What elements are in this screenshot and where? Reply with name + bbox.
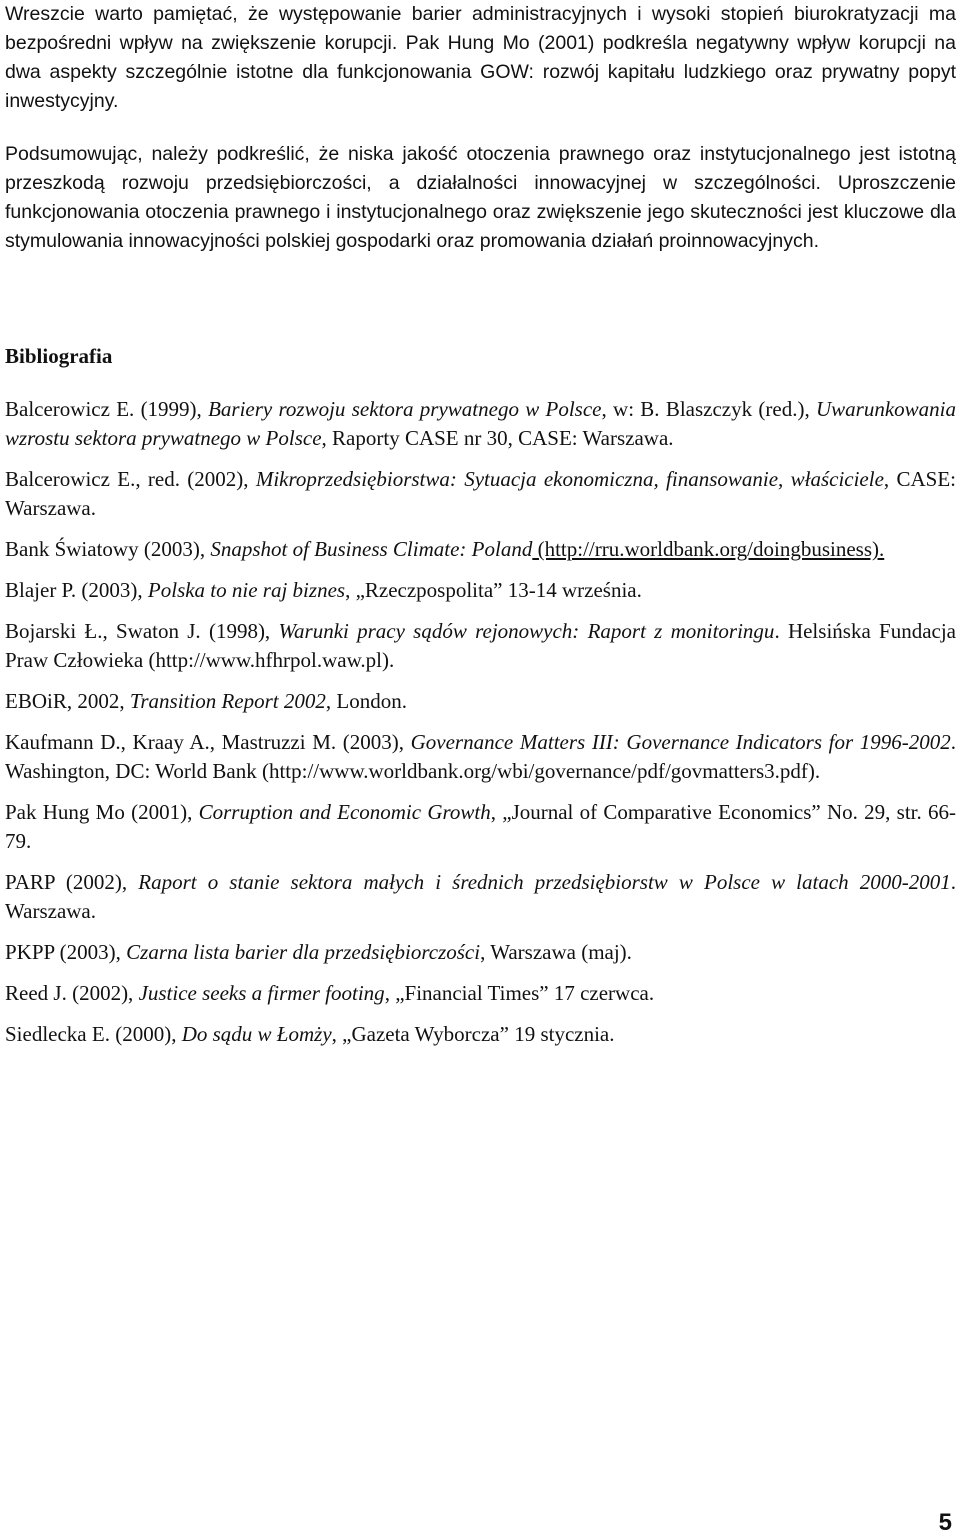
body-paragraph-2: Podsumowując, należy podkreślić, że niska jakość otoczenia prawnego oraz instytucjonalnego jest istotną przeszkodą rozwoju przedsiębiorczości, a działalności innowacyjnej w szczególności. Uproszczenie funkcjonowania otoczenia prawnego i instytucjonalnego oraz zwiększenie jego skuteczności jest kluczowe dla stymulowania innowacyjności polskiej gospodarki oraz promowania działań proinnowacyjnych.: [5, 143, 956, 252]
reference-title: Snapshot of Business Climate: Poland: [210, 537, 533, 561]
reference-item: [5, 938, 956, 967]
reference-book-title: Uwarunkowania wzrostu sektora prywatnego w Polsce: [5, 397, 957, 450]
reference-title: Mikroprzedsiębiorstwa: Sytuacja ekonomiczna, finansowanie, właściciele: [255, 467, 884, 491]
reference-author: PARP (2002),: [5, 870, 139, 894]
reference-author: Balcerowicz E., red. (2002),: [5, 467, 256, 491]
reference-title: Justice seeks a firmer footing: [138, 981, 385, 1005]
reference-item: [5, 576, 956, 605]
reference-item: [5, 798, 956, 856]
reference-item: [5, 465, 956, 523]
reference-publisher: , London.: [325, 689, 407, 713]
reference-title: Governance Matters III: Governance Indicators for 1996-2002: [410, 730, 951, 754]
reference-item: [5, 1020, 956, 1049]
reference-publisher: , CASE: Warszawa.: [5, 467, 956, 520]
body-paragraph-1: Wreszcie warto pamiętać, że występowanie barier administracyjnych i wysoki stopień biurokratyzacji ma bezpośredni wpływ na zwiększenie korupcji. Pak Hung Mo (2001) podkreśla negatywny wpływ korupcji na dwa aspekty szczególnie istotne dla funkcjonowania GOW: rozwój kapitału ludzkiego oraz prywatny popyt inwestycyjny.: [5, 3, 956, 112]
reference-author: Balcerowicz E. (1999),: [5, 397, 209, 421]
reference-publisher: . Washington, DC: World Bank (http://www.worldbank.org/wbi/governance/pdf/govmatters3.pdf).: [5, 730, 956, 783]
reference-author: PKPP (2003),: [5, 940, 127, 964]
reference-link-end: .: [879, 537, 885, 561]
reference-title: Raport o stanie sektora małych i średnich przedsiębiorstw w Polsce w latach 2000-2001: [138, 870, 951, 894]
page-number: 5: [938, 1509, 952, 1536]
reference-title: Transition Report 2002: [129, 689, 326, 713]
reference-item: [5, 687, 956, 716]
reference-publisher: , „Journal of Comparative Economics” No. 29, str. 66-79.: [5, 800, 957, 853]
reference-author: EBOiR, 2002,: [5, 689, 130, 713]
reference-item: [5, 868, 956, 926]
reference-title: Bariery rozwoju sektora prywatnego w Polsce: [208, 397, 602, 421]
reference-author: Blajer P. (2003),: [5, 578, 148, 602]
reference-title: Warunki pracy sądów rejonowych: Raport z monitoringu: [278, 619, 775, 643]
reference-author: Reed J. (2002),: [5, 981, 139, 1005]
reference-publisher: , „Financial Times” 17 czerwca.: [384, 981, 655, 1005]
reference-author: Kaufmann D., Kraay A., Mastruzzi M. (2003),: [5, 730, 411, 754]
document-page: [5, 0, 956, 1061]
reference-author: Siedlecka E. (2000),: [5, 1022, 182, 1046]
reference-author: Bank Światowy (2003),: [5, 537, 211, 561]
reference-publisher: , Warszawa (maj).: [480, 940, 632, 964]
reference-title: Corruption and Economic Growth: [198, 800, 491, 824]
reference-author: Bojarski Ł., Swaton J. (1998),: [5, 619, 279, 643]
reference-detail: , w: B. Blaszczyk (red.),: [601, 397, 816, 421]
reference-title: Polska to nie raj biznes: [147, 578, 346, 602]
reference-title: Czarna lista barier dla przedsiębiorczości: [126, 940, 481, 964]
reference-item: [5, 535, 956, 564]
reference-publisher: , Raporty CASE nr 30, CASE: Warszawa.: [321, 426, 674, 450]
bibliography-list: [5, 395, 956, 1049]
reference-publisher: , „Rzeczpospolita” 13-14 września.: [345, 578, 642, 602]
reference-title: Do sądu w Łomży: [181, 1022, 332, 1046]
reference-author: Pak Hung Mo (2001),: [5, 800, 199, 824]
reference-item: [5, 728, 956, 786]
bibliography-heading: Bibliografia: [5, 344, 113, 368]
reference-publisher: , „Gazeta Wyborcza” 19 stycznia.: [331, 1022, 615, 1046]
reference-item: [5, 395, 956, 453]
reference-publisher: . Helsińska Fundacja Praw Człowieka (http://www.hfhrpol.waw.pl).: [5, 619, 957, 672]
reference-publisher: . Warszawa.: [5, 870, 957, 923]
reference-link[interactable]: (http://rru.worldbank.org/doingbusiness): [532, 537, 879, 561]
reference-item: [5, 979, 956, 1008]
reference-item: [5, 617, 956, 675]
